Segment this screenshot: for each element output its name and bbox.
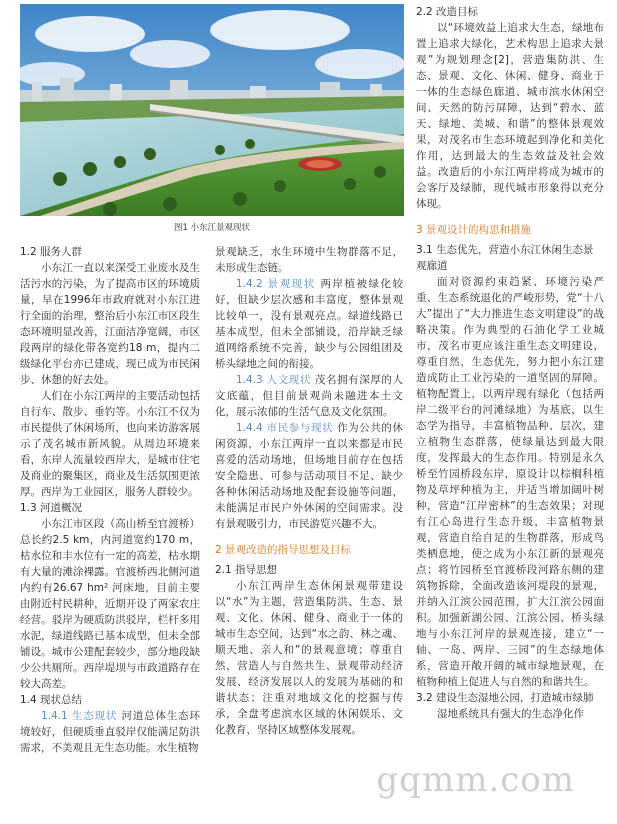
paragraph: 以“环境效益上追求大生态，绿地布置上追求大绿化，艺术构思上追求大景观”为规划理念[2]，营造集防洪、生态、景观、文化、休闲、健身、商业于一体的生态绿色廊道、城市滨水休闲空间、天然的防污屏障，达到“碧水、蓝天、绿地、美城、和谐”的整体景观效果，对茂名市生态环境起到净化和美化作用，达到最大的生态效益及社会效益。改造后的小东江两岸将成为城市的会客厅及绿肺，现代城市形象得以充分体现。	[416, 22, 604, 210]
cloud	[35, 16, 145, 52]
section-heading: 1.4 现状总结	[20, 694, 83, 706]
landscape-photo	[20, 4, 404, 216]
watermark: gqmm.com	[376, 760, 575, 800]
paragraph: 小东江一直以来深受工业废水及生活污水的污染，为了提高市区的环境质量，早在1996年市政府就对小东江进行全面的治理，整治后小东江市区段生态环境明显改善，江面洁净宽阔，市区段两岸的绿化带各宽约18 m，提内二级绿化平台亦已建成，现已成为市民闲步、休憩的好去处。	[20, 262, 200, 386]
paragraph	[215, 372, 403, 420]
section-heading: 1.3 河道概况	[20, 502, 83, 514]
paragraph: 小东江两岸生态休闲景观带建设以“水”为主题，营造集防洪、生态、景观、文化、休闲、健身、商业于一体的城市生态空间，达到“水之韵、林之魂、顺天地、亲人和”的景观意境；尊重自然，营造人与自然共生、景观带动经济发展、经济发展以人的发展为基础的和谐状态；注重对地域文化的挖掘与传承，全盘考虑滨水区域的休闲娱乐、文化教育，坚持区域整体发展观。	[215, 580, 403, 736]
subsection-heading: 1.4.4 市民参与现状	[236, 422, 334, 434]
section-heading: 2.2 改造目标	[416, 6, 479, 18]
section-heading: 3.1 生态优先，营造小东江休闲生态景观廊道	[416, 244, 594, 272]
chapter-heading: 2 景观改造的指导思想及目标	[215, 544, 352, 556]
subsection-heading: 1.4.2 景观现状	[236, 278, 316, 290]
cloud	[130, 40, 210, 68]
section-heading: 1.2 服务人群	[20, 246, 83, 258]
paragraph-text: 两岸植被绿化较好，但缺少层次感和丰富度，整体景观比较单一，没有景观亮点。绿道线路已基本成型，但未全部铺设，沿岸缺乏绿道网络系统不完善，缺少与公园组团及桥头绿地之间的衔接。	[215, 278, 403, 370]
cloud	[210, 10, 350, 50]
column-3	[416, 4, 604, 722]
section-heading: 2.1 指导思想	[215, 564, 278, 576]
paragraph-text: 河道总体生态环境较好，但硬质垂直驳岸仅能满足防洪需求，不美观且无生态功能。水生植物	[20, 710, 200, 754]
paragraph	[215, 276, 403, 372]
cloud	[315, 49, 404, 79]
subsection-heading: 1.4.1 生态现状	[41, 710, 118, 722]
paragraph: 面对资源约束趋紧、环境污染严重、生态系统退化的严峻形势，党“十八大”提出了“大力推进生态文明建设”的战略决策。作为典型的石油化学工业城市，茂名市更应该注重生态文明建设，尊重自然，生态优先，努力把小东江建造成防止工业污染的一道坚固的屏障。植物配置上，以两岸现有绿化（包括两岸二级平台的河滩绿地）为基底，以生态学为指导，丰富植物品种、层次，建立植物生态群落，使绿量达到最大限度，发挥最大的生态作用。特别是永久桥至竹园桥段东岸，原设计以棕榈科植物及草坪种植为主，并适当增加阔叶树种，营造“江岸密林”的生态效果；对现有江心岛进行生态升级，丰富植物景观，营造自给自足的生物群落，形成鸟类栖息地，使之成为小东江新的景观亮点；将竹园桥至官渡桥段河路东侧的建筑物拆除，全面改造该河堤段的景观，并纳入江滨公园范围，扩大江滨公园面积。加强新湖公园、江滨公园、桥头绿地与小东江河岸的景观连接，建立“一轴、一岛、两岸、三园”的生态绿地体系，营造开敞开阔的城市绿地景观，在植物种植上促进人与自然的和谐共生。	[416, 276, 604, 688]
subsection-heading: 1.4.3 人文现状	[236, 374, 311, 386]
paragraph-text: 作为公共的休闲资源，小东江两岸一直以来都是市民喜爱的活动场地，但场地目前存在包括安全隐患、可参与活动项目不足、缺少各种休闲活动场地及配套设施等问题，未能满足市民户外休闲的空间需求。没有景观吸引力，市民游览兴趣不大。	[215, 422, 403, 530]
photo-illustration	[20, 4, 404, 216]
paragraph: 湿地系统具有强大的生态净化作	[437, 708, 584, 720]
paragraph	[215, 420, 403, 532]
section-heading: 3.2 建设生态湿地公园，打造城市绿肺	[416, 692, 594, 704]
column-1	[20, 244, 200, 756]
chapter-heading: 3 景观设计的构思和措施	[416, 224, 532, 236]
figure-caption: 图1 小东江景观现状	[173, 223, 251, 233]
paragraph: 小东江市区段（高山桥至官渡桥）总长约2.5 km，内河道宽约170 m，枯水位和丰水位有一定的高差，枯水期有大量的滩涂裸露。官渡桥西北侧河道内约有26.67 hm² 河床地，目前主要由附近村民耕种，近期开设了两家农庄经营。驳岸为硬质防洪驳岸，栏杆多用水泥，绿道线路已基本成型，但未全部铺设。城市公建配套较少，部分地段缺少公共厕所。西岸堤坝与市政道路存在较大高差。	[20, 518, 200, 690]
paragraph: 景观缺乏，水生环境中生物群落不足，未形成生态链。	[215, 246, 403, 274]
paragraph	[20, 708, 200, 756]
paragraph-text: 茂名拥有深厚的人文底蕴，但目前景观尚未融进本土文化，展示浓郁的生活气息及文化氛围。	[215, 374, 403, 418]
column-2	[215, 244, 403, 738]
paragraph: 人们在小东江两岸的主要活动包括自行车、散步、垂钓等。小东江不仅为市民提供了休闲场所，也向来访游客展示了茂名城市新风貌。从周边环境来看，东岸人流量较西岸大，是城市住宅及商业的聚集区，商业及生活氛围更浓厚。西岸为工业园区，服务人群较少。	[20, 390, 200, 498]
